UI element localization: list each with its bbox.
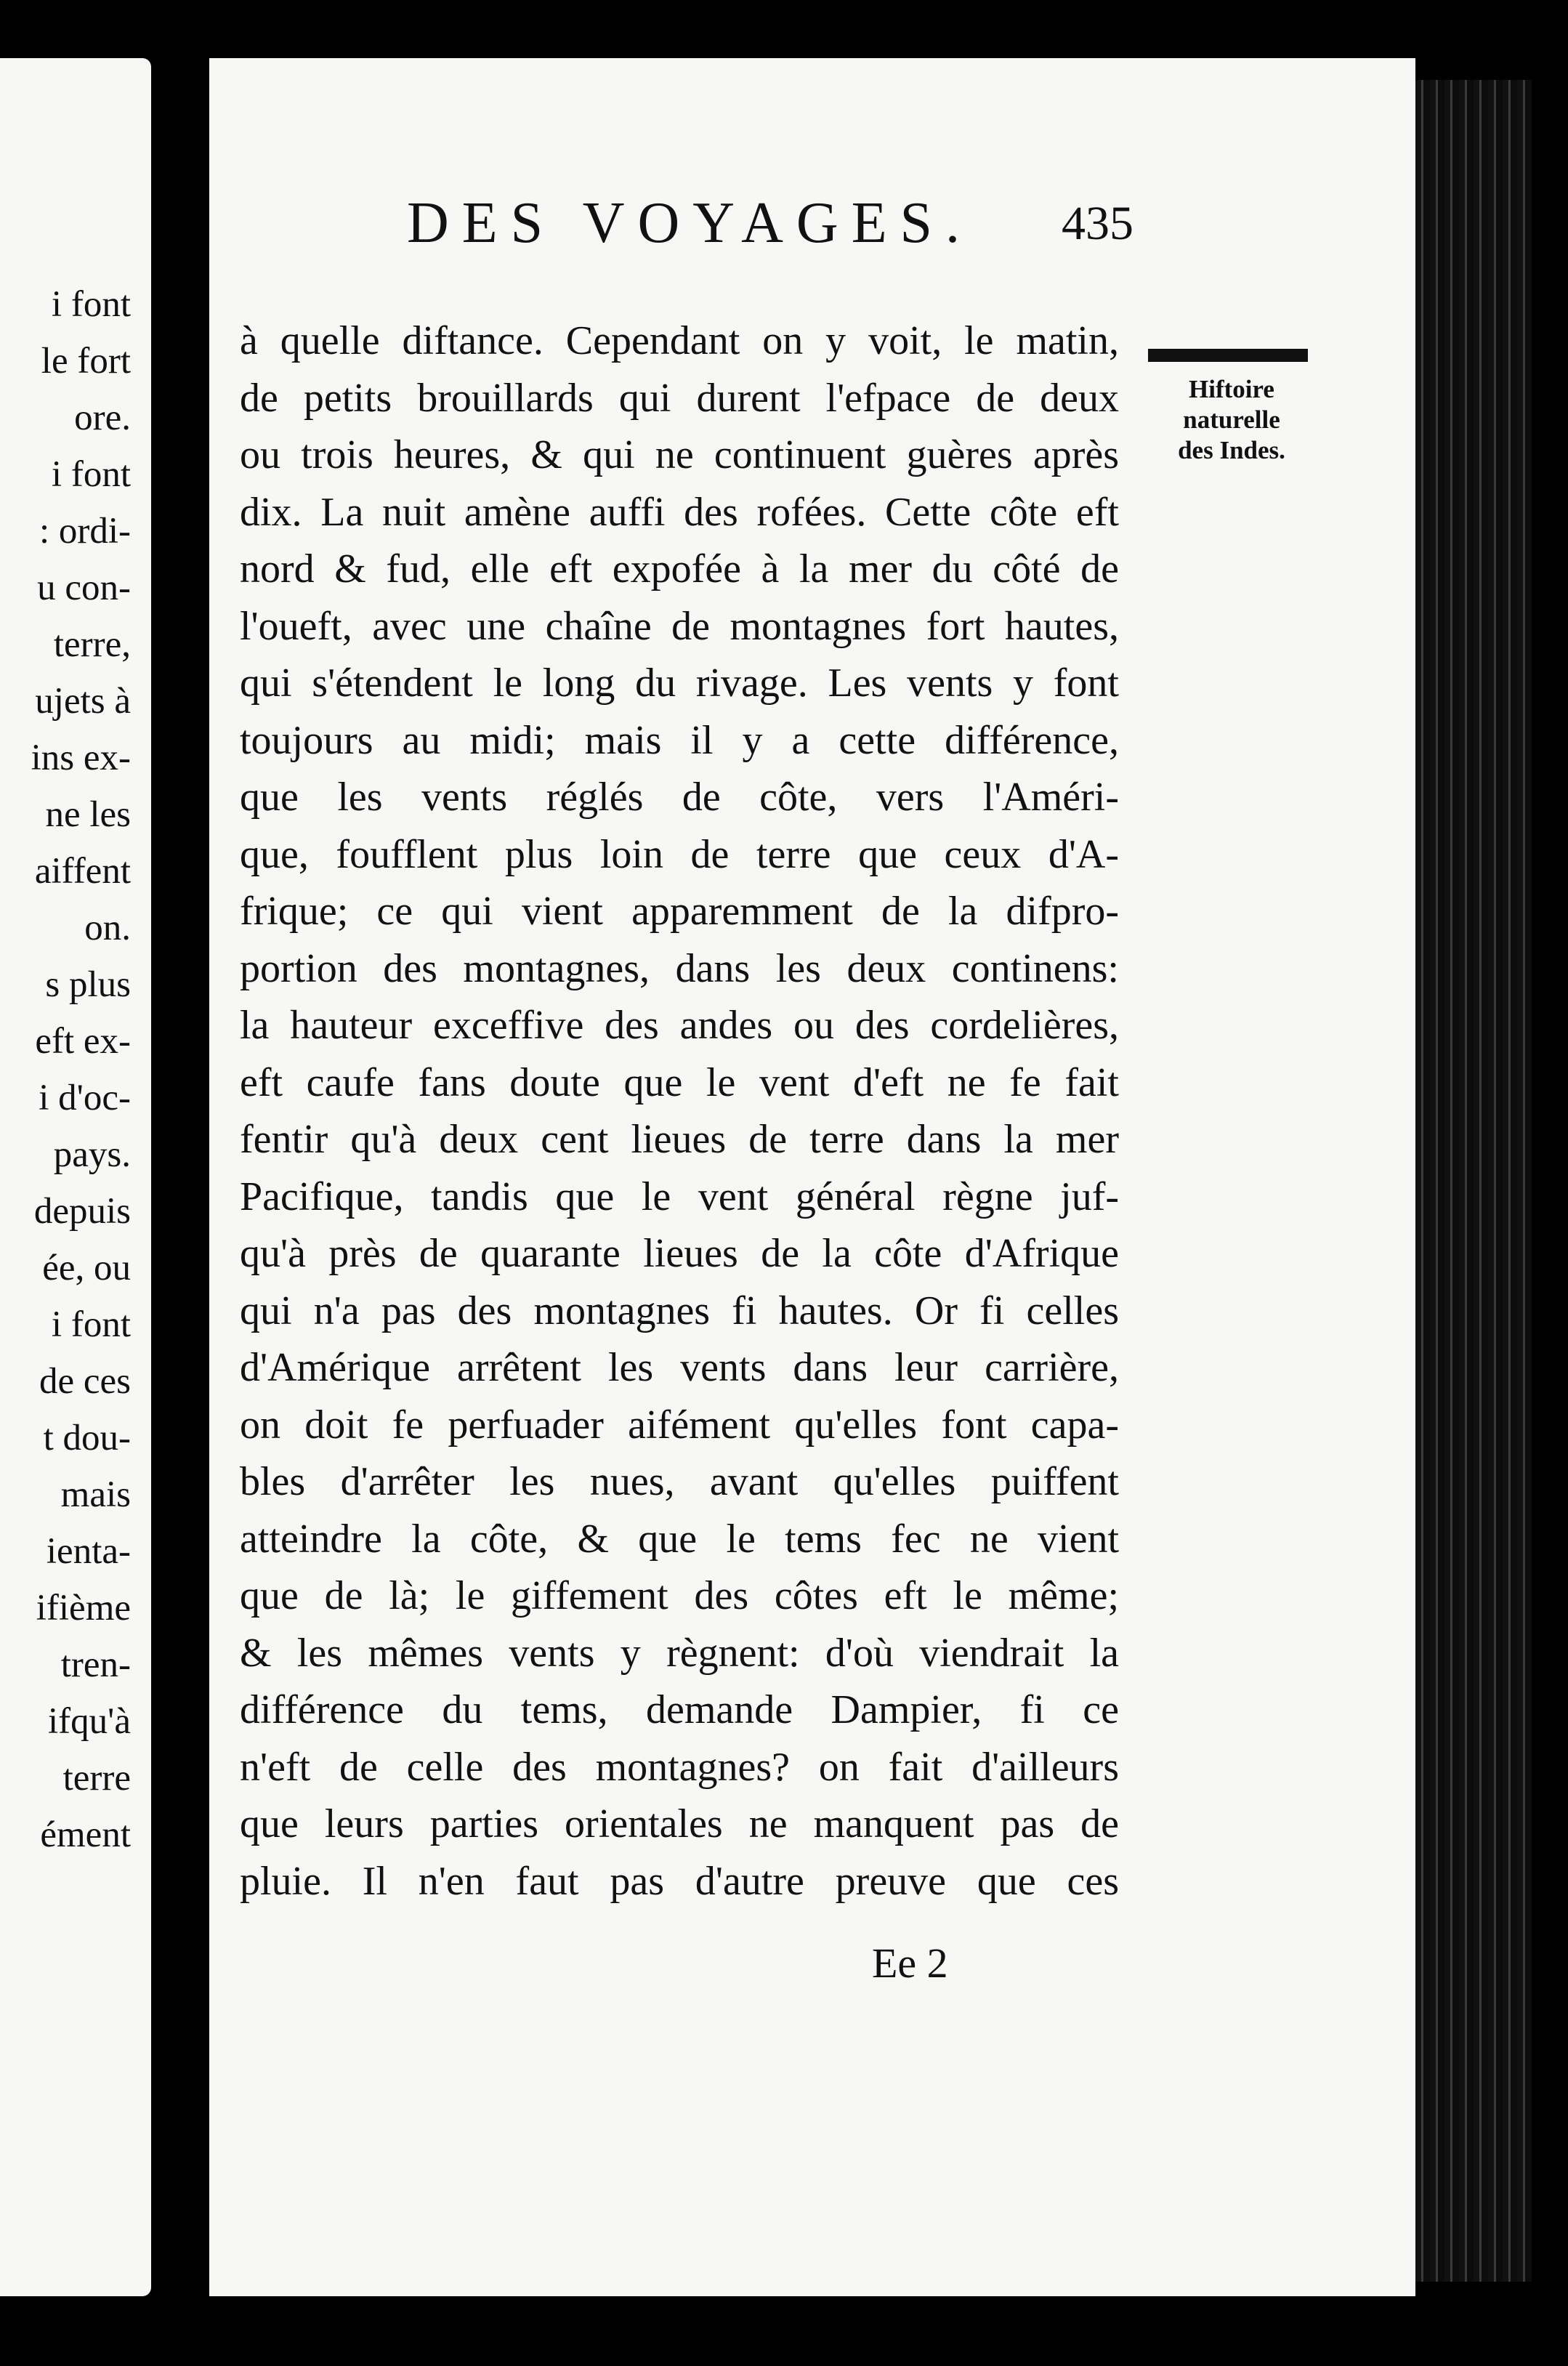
left-page-fragment: depuis bbox=[33, 1191, 131, 1232]
body-text bbox=[240, 312, 1119, 1910]
left-page-fragment: le fort bbox=[41, 341, 131, 381]
body-line: que, foufflent plus loin de terre que ceux d'A- bbox=[240, 831, 1119, 877]
body-line: & les mêmes vents y règnent: d'où viendrait la bbox=[240, 1630, 1119, 1676]
body-line: l'oueft, avec une chaîne de montagnes fort hautes, bbox=[240, 603, 1119, 649]
margin-note-line: des Indes. bbox=[1178, 436, 1285, 464]
left-page-fragment: ée, ou bbox=[42, 1248, 131, 1288]
left-page-fragment: de ces bbox=[39, 1361, 131, 1402]
body-line: que de là; le giffement des côtes eft le même; bbox=[240, 1573, 1119, 1618]
body-line: nord & fud, elle eft expofée à la mer du côté de bbox=[240, 546, 1119, 592]
page-number: 435 bbox=[1062, 197, 1133, 250]
left-page-fragment: t dou- bbox=[43, 1418, 131, 1458]
left-page-fragment: aiffent bbox=[34, 851, 131, 892]
body-line: eft caufe fans doute que le vent d'eft ne fe fait bbox=[240, 1059, 1119, 1105]
body-line: toujours au midi; mais il y a cette différence, bbox=[240, 717, 1119, 763]
body-line: d'Amérique arrêtent les vents dans leur carrière, bbox=[240, 1345, 1119, 1390]
left-page-fragment: ins ex- bbox=[31, 738, 131, 778]
body-line: que les vents réglés de côte, vers l'Améri- bbox=[240, 775, 1119, 820]
body-line: qui n'a pas des montagnes fi hautes. Or fi celles bbox=[240, 1288, 1119, 1333]
left-page-fragment: ne les bbox=[45, 794, 131, 835]
body-line: qu'à près de quarante lieues de la côte d'Afrique bbox=[240, 1231, 1119, 1276]
left-page-fragment: terre bbox=[62, 1758, 131, 1798]
margin-note-line: Hiftoire bbox=[1189, 375, 1274, 403]
left-page-fragment: i font bbox=[51, 454, 131, 495]
left-page-fragment: ienta- bbox=[46, 1531, 131, 1572]
body-line: de petits brouillards qui durent l'efpace de deux bbox=[240, 375, 1119, 421]
body-line: atteindre la côte, & que le tems fec ne vient bbox=[240, 1516, 1119, 1562]
left-page bbox=[0, 58, 151, 2296]
margin-rule bbox=[1148, 349, 1308, 362]
body-line: Pacifique, tandis que le vent général règne juf- bbox=[240, 1174, 1119, 1219]
left-page-fragment: u con- bbox=[37, 568, 131, 608]
body-line: la hauteur exceffive des andes ou des cordelières, bbox=[240, 1003, 1119, 1048]
left-page-fragment: eft ex- bbox=[35, 1021, 131, 1062]
left-page-fragment: ifième bbox=[36, 1588, 131, 1628]
left-page-fragment: ément bbox=[40, 1814, 131, 1855]
left-page-text-fragments bbox=[0, 276, 151, 2020]
body-line: n'eft de celle des montagnes? on fait d'ailleurs bbox=[240, 1744, 1119, 1790]
margin-note-line: naturelle bbox=[1183, 405, 1280, 434]
left-page-fragment: s plus bbox=[45, 964, 131, 1005]
left-page-fragment: ifqu'à bbox=[48, 1701, 131, 1742]
book-spine-edge bbox=[1415, 80, 1532, 2282]
running-head bbox=[407, 190, 1133, 256]
running-head-title: DES VOYAGES. bbox=[407, 191, 974, 255]
left-page-fragment: pays. bbox=[53, 1134, 131, 1175]
left-page-fragment: on. bbox=[84, 908, 131, 948]
signature-mark: Ee 2 bbox=[872, 1939, 948, 1987]
body-line: que leurs parties orientales ne manquent pas de bbox=[240, 1801, 1119, 1846]
body-line: frique; ce qui vient apparemment de la difpro- bbox=[240, 889, 1119, 934]
body-line: pluie. Il n'en faut pas d'autre preuve que ces bbox=[240, 1858, 1119, 1904]
body-line: portion des montagnes, dans les deux continens: bbox=[240, 945, 1119, 991]
left-page-fragment: : ordi- bbox=[39, 511, 131, 552]
margin-note bbox=[1144, 374, 1319, 466]
body-line: dix. La nuit amène auffi des rofées. Cette côte eft bbox=[240, 489, 1119, 535]
body-line: à quelle diftance. Cependant on y voit, le matin, bbox=[240, 318, 1119, 363]
left-page-fragment: mais bbox=[60, 1474, 131, 1515]
body-line: ou trois heures, & qui ne continuent guères après bbox=[240, 432, 1119, 477]
body-line: qui s'étendent le long du rivage. Les vents y font bbox=[240, 661, 1119, 706]
body-line: fentir qu'à deux cent lieues de terre dans la mer bbox=[240, 1117, 1119, 1162]
left-page-fragment: i d'oc- bbox=[39, 1078, 131, 1118]
left-page-fragment: ore. bbox=[74, 397, 131, 438]
left-page-fragment: i font bbox=[51, 1304, 131, 1345]
left-page-fragment: i font bbox=[51, 284, 131, 325]
body-line: différence du tems, demande Dampier, fi ce bbox=[240, 1687, 1119, 1732]
body-line: on doit fe perfuader aifément qu'elles font capa- bbox=[240, 1402, 1119, 1448]
body-line: bles d'arrêter les nues, avant qu'elles puiffent bbox=[240, 1459, 1119, 1504]
left-page-fragment: terre, bbox=[53, 624, 131, 665]
left-page-fragment: tren- bbox=[60, 1644, 131, 1685]
left-page-fragment: ujets à bbox=[35, 681, 131, 722]
